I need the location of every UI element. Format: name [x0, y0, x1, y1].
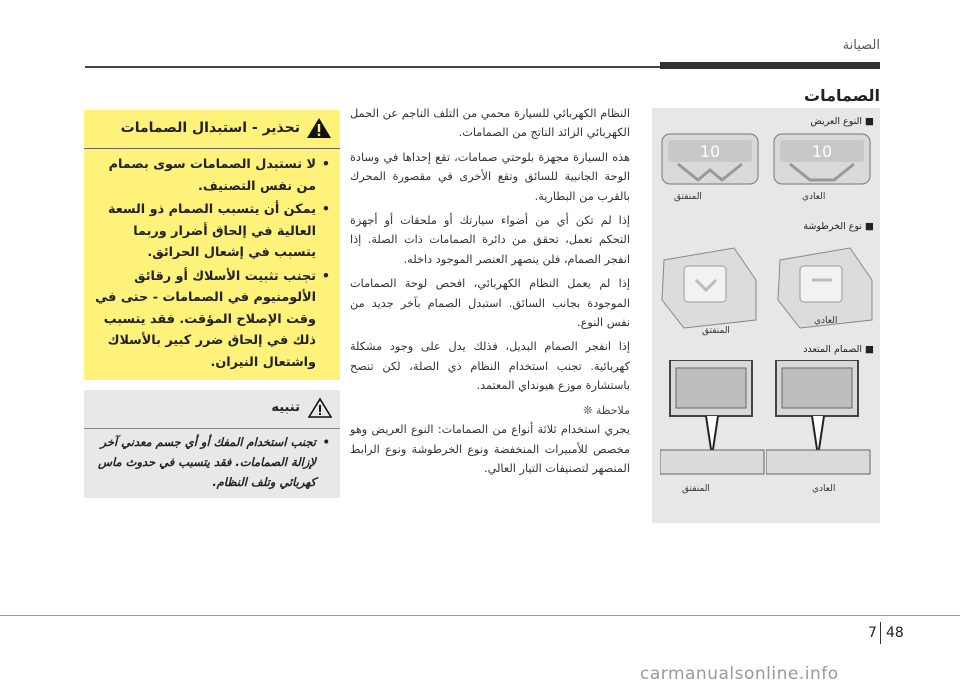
watermark-text: carmanualsonline.info [640, 664, 839, 684]
header-rule-accent [660, 62, 880, 69]
note-text: يجري استخدام ثلاثة أنواع من الصمامات: النوع العريض وهو مخصص للأمبيرات المنخفضة ونوع الخرطوشة ونوع الرابط المنصهر لتصنيفات التيار العالي. [350, 423, 630, 475]
warning-title: تحذير - استبدال الصمامات [120, 120, 300, 136]
normal-type-label: ■ النوع العريض [810, 116, 874, 127]
normal-fuse-rating: 10 [811, 142, 833, 161]
warning-item: • تجنب تثبيت الأسلاك أو رقائق الألومنيوم في الصمامات - حتى في وقت الإصلاح المؤقت. فقد يتسبب ذلك في إلحاق ضرر كبير بالأسلاك واشتعال النيران. [92, 266, 316, 374]
fuse-illustration-panel [652, 108, 880, 523]
footer-separator [880, 622, 881, 644]
caution-list [92, 432, 332, 492]
chapter-number: 7 [868, 625, 877, 641]
page-number: 48 [886, 625, 904, 641]
warning-item: • لا تستبدل الصمامات سوى بصمام من نفس التصنيف. [92, 154, 316, 197]
page-title: الصمامات [804, 86, 880, 105]
body-text-column [350, 104, 630, 483]
body-paragraph-5: إذا انفجر الصمام البديل، فذلك يدل على وجود مشكلة كهربائية. تجنب استخدام النظام ذي الصلة، لكن تنصح باستشارة موزع هيونداي المعتمد. [350, 340, 630, 393]
normal-blade-fuse-image [770, 130, 874, 192]
footer-rule [0, 615, 960, 616]
caution-header [84, 390, 340, 429]
blade-normal-caption: العادي [802, 192, 826, 202]
warning-item: • يمكن أن يتسبب الصمام ذو السعة العالية في إلحاق أضرار وربما يتسبب في إشعال الحرائق. [92, 199, 316, 264]
blade-blown-caption: المنفتق [674, 192, 702, 202]
blown-multi-fuse-image [660, 360, 766, 482]
blown-fuse-rating: 10 [699, 142, 721, 161]
cartridge-blown-caption: المنفتق [702, 326, 730, 336]
multi-fuse-label: ■ الصمام المتعدد [803, 344, 874, 355]
warning-box [84, 110, 340, 380]
body-paragraph-1: النظام الكهربائي للسيارة محمي من التلف الناجم عن الحمل الكهربائي الزائد الناتج من الصمامات. [350, 107, 630, 140]
cartridge-normal-caption: العادي [814, 316, 838, 326]
warning-triangle-icon [306, 116, 332, 140]
caution-box [84, 390, 340, 498]
caution-item: • تجنب استخدام المفك أو أي جسم معدني آخر لإزالة الصمامات. فقد يتسبب في حدوث ماس كهربائي وتلف النظام. [92, 432, 316, 492]
blown-cartridge-fuse-image [654, 240, 762, 330]
caution-title: تنبيه [271, 400, 300, 415]
multi-blown-caption: المنفتق [682, 484, 710, 494]
warning-header [84, 110, 340, 149]
body-paragraph-3: إذا لم تكن أي من أضواء سيارتك أو ملحقات أو أجهزة التحكم تعمل، تحقق من دائرة الصمامات ذات الصلة. إذا انفجر الصمام، فلن ينصهر العنصر الموجود داخله. [350, 214, 630, 266]
blown-blade-fuse-image [658, 130, 762, 192]
section-header: الصيانة [842, 38, 880, 53]
body-paragraph-4: إذا لم يعمل النظام الكهربائي، افحص لوحة الصمامات الموجودة بجانب السائق. استبدل الصمام بآخر جديد من نفس النوع. [350, 277, 630, 330]
cartridge-type-label: ■ نوع الخرطوشة [803, 221, 874, 232]
multi-normal-caption: العادي [812, 484, 836, 494]
normal-multi-fuse-image [766, 360, 872, 482]
warning-list [92, 154, 332, 375]
caution-triangle-icon [308, 397, 332, 419]
body-paragraph-2: هذه السيارة مجهزة بلوحتي صمامات، تقع إحداها في وسادة الوحة الجانبية للسائق وتقع الأخرى في مقصورة المحرك بالقرب من البطارية. [350, 150, 630, 203]
note-title: ملاحظة ❊ [583, 403, 630, 417]
